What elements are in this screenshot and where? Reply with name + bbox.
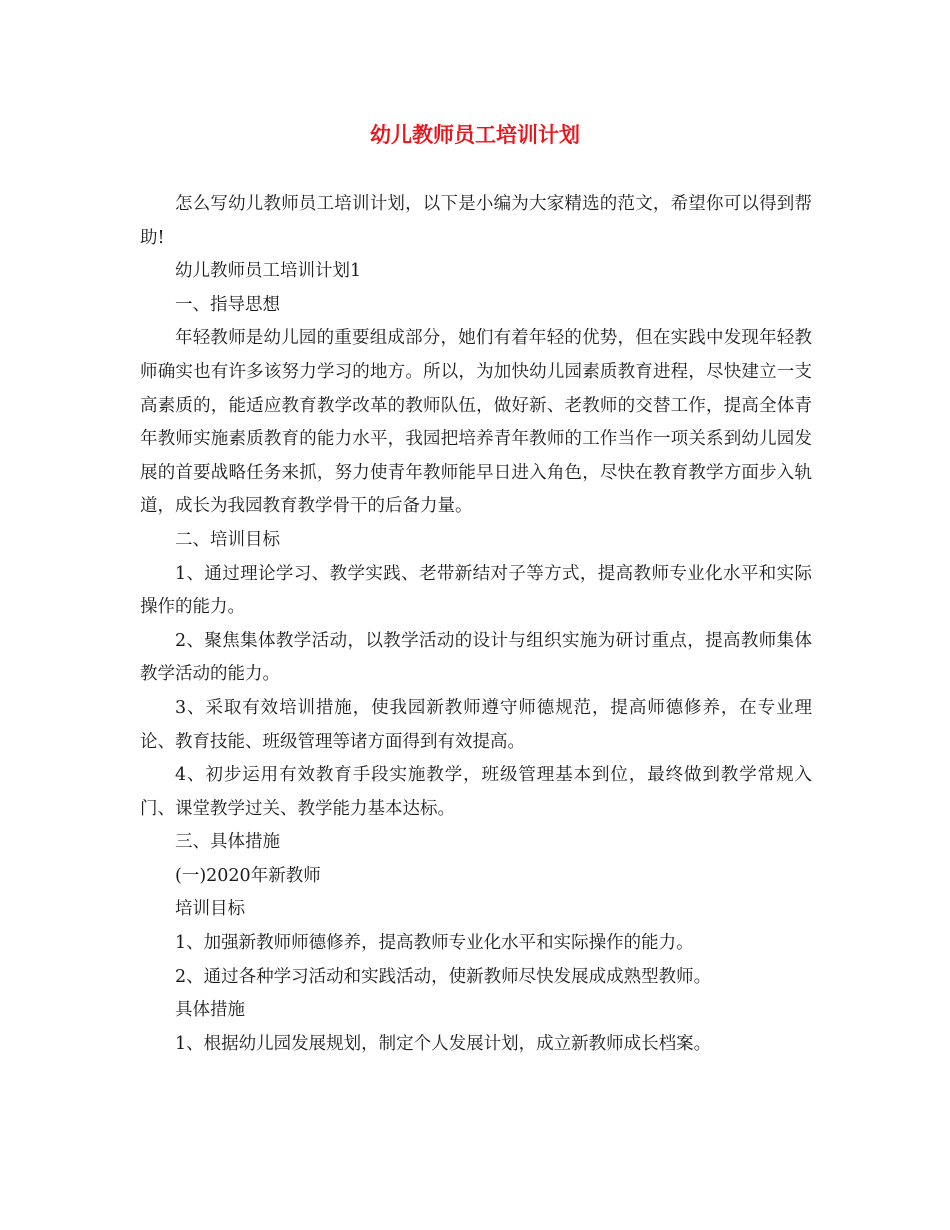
subheading-training-goals: 培训目标: [175, 899, 245, 920]
training-goal-item: 3、采取有效培训措施，使我园新教师遵守师德规范，提高师德修养，在专业理论、教育技能、班级管理等诸方面得到有效提高。: [140, 697, 812, 752]
guiding-ideology-paragraph: 年轻教师是幼儿园的重要组成部分，她们有着年轻的优势，但在实践中发现年轻教师确实也有许多该努力学习的地方。所以，为加快幼儿园素质教育进程，尽快建立一支高素质的，能适应教育教学改革的教师队伍，做好新、老教师的交替工作，提高全体青年教师实施素质教育的能力水平，我园把培养青年教师的工作当作一项关系到幼儿园发展的首要战略任务来抓，努力使青年教师能早日进入角色，尽快在教育教学方面步入轨道，成长为我园教育教学骨干的后备力量。: [140, 328, 812, 517]
new-teacher-goal-item: 1、加强新教师师德修养，提高教师专业化水平和实际操作的能力。: [175, 933, 694, 954]
subheading-measures: 具体措施: [175, 1000, 245, 1021]
training-goal-item: 4、初步运用有效教育手段实施教学，班级管理基本到位，最终做到教学常规入门、课堂教学过关、教学能力基本达标。: [140, 765, 812, 819]
section-heading-training-goals: 二、培训目标: [175, 529, 280, 550]
training-goal-item: 2、聚焦集体教学活动，以教学活动的设计与组织实施为研讨重点，提高教师集体教学活动的能力。: [140, 630, 812, 685]
measure-item: 1、根据幼儿园发展规划，制定个人发展计划，成立新教师成长档案。: [175, 1033, 712, 1054]
section-heading-guiding-ideology: 一、指导思想: [175, 294, 280, 315]
section-heading-measures: 三、具体措施: [175, 832, 280, 853]
document-body: [140, 188, 812, 1061]
document-title: 幼儿教师员工培训计划: [370, 122, 580, 147]
subsection-heading-new-teachers: (一)2020年新教师: [175, 865, 321, 886]
plan-subtitle: 幼儿教师员工培训计划1: [175, 261, 362, 282]
new-teacher-goal-item: 2、通过各种学习活动和实践活动，使新教师尽快发展成成熟型教师。: [175, 966, 712, 987]
training-goal-item: 1、通过理论学习、教学实践、老带新结对子等方式，提高教师专业化水平和实际操作的能力。: [140, 563, 812, 618]
intro-paragraph: 怎么写幼儿教师员工培训计划，以下是小编为大家精选的范文，希望你可以得到帮助!: [140, 194, 812, 248]
